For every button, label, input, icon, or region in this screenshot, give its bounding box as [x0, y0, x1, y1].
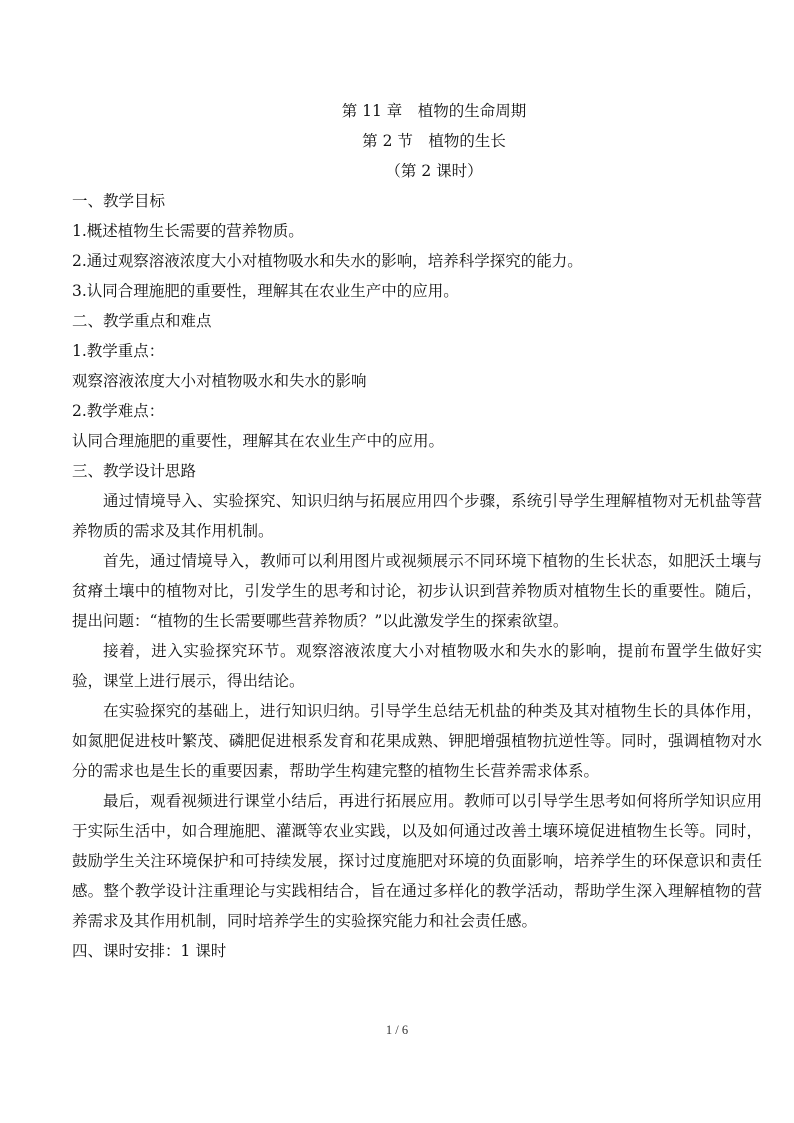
objective-1: 1.概述植物生长需要的营养物质。: [72, 222, 304, 240]
design-paragraph-5: 最后，观看视频进行课堂小结后，再进行拓展应用。教师可以引导学生思考如何将所学知识应用于实际生活中，如合理施肥、灌溉等农业实践，以及如何通过改善土壤环境促进植物生长等。同时，鼓励学生关注环境保护和可持续发展，探讨过度施肥对环境的负面影响，培养学生的环保意识和责任感。整个教学设计注重理论与实践相结合，旨在通过多样化的教学活动，帮助学生深入理解植物的营养需求及其作用机制，同时培养学生的实验探究能力和社会责任感。: [72, 792, 762, 930]
difficulty-text: 认同合理施肥的重要性，理解其在农业生产中的应用。: [72, 432, 445, 450]
objectives-heading: 一、教学目标: [72, 192, 166, 210]
design-paragraph-1: 通过情境导入、实验探究、知识归纳与拓展应用四个步骤，系统引导学生理解植物对无机盐等营养物质的需求及其作用机制。: [72, 492, 762, 540]
page-number: 1 / 6: [385, 1023, 409, 1037]
objective-2: 2.通过观察溶液浓度大小对植物吸水和失水的影响，培养科学探究的能力。: [72, 252, 583, 270]
objective-3: 3.认同合理施肥的重要性，理解其在农业生产中的应用。: [72, 282, 459, 300]
difficulty-label: 2.教学难点：: [72, 402, 165, 420]
period-label: （第 2 课时）: [385, 162, 483, 180]
section-title: 第 2 节 植物的生长: [362, 132, 506, 150]
design-paragraph-4: 在实验探究的基础上，进行知识归纳。引导学生总结无机盐的种类及其对植物生长的具体作用，如氮肥促进枝叶繁茂、磷肥促进根系发育和花果成熟、钾肥增强植物抗逆性等。同时，强调植物对水分的需求也是生长的重要因素，帮助学生构建完整的植物生长营养需求体系。: [72, 702, 762, 780]
design-heading: 三、教学设计思路: [72, 462, 197, 480]
design-paragraph-3: 接着，进入实验探究环节。观察溶液浓度大小对植物吸水和失水的影响，提前布置学生做好实验，课堂上进行展示，得出结论。: [72, 642, 762, 690]
key-difficulty-heading: 二、教学重点和难点: [72, 312, 212, 330]
schedule-heading: 四、课时安排：1 课时: [72, 942, 227, 960]
design-paragraph-2: 首先，通过情境导入，教师可以利用图片或视频展示不同环境下植物的生长状态，如肥沃土壤与贫瘠土壤中的植物对比，引发学生的思考和讨论，初步认识到营养物质对植物生长的重要性。随后，提出问题：“植物的生长需要哪些营养物质？”以此激发学生的探索欲望。: [72, 552, 762, 630]
chapter-title: 第 11 章 植物的生命周期: [341, 102, 527, 120]
key-point-text: 观察溶液浓度大小对植物吸水和失水的影响: [72, 372, 367, 390]
key-point-label: 1.教学重点：: [72, 342, 165, 360]
document-page: [72, 96, 762, 966]
